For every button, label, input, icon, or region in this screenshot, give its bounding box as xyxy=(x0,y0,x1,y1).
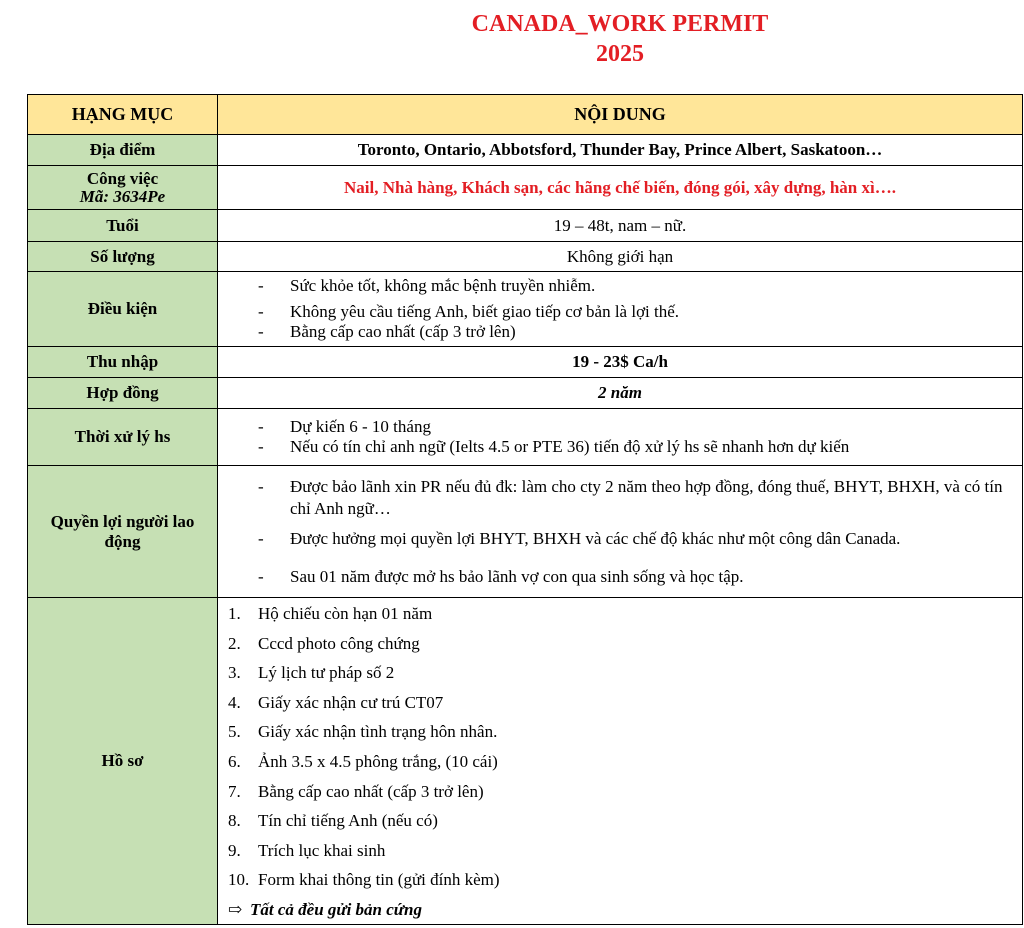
conditions-value xyxy=(218,272,1023,347)
item-text: Ảnh 3.5 x 4.5 phông trắng, (10 cái) xyxy=(258,751,498,771)
job-label: Công việc xyxy=(86,169,159,188)
item-number: 9. xyxy=(228,840,241,860)
item-number: 10. xyxy=(228,870,250,890)
header-category: HẠNG MỤC xyxy=(28,95,218,135)
documents-label: Hồ sơ xyxy=(28,598,218,925)
list-item xyxy=(228,629,1022,659)
contract-label: Hợp đồng xyxy=(28,378,218,409)
item-text: Hộ chiếu còn hạn 01 năm xyxy=(258,604,433,623)
table-row xyxy=(28,166,1023,210)
list-item: - Dự kiến 6 - 10 tháng xyxy=(258,417,1012,437)
item-number: 1. xyxy=(228,604,241,623)
item-text: Giấy xác nhận tình trạng hôn nhân. xyxy=(258,722,498,742)
list-item xyxy=(228,777,1022,807)
item-text: Tín chỉ tiếng Anh (nếu có) xyxy=(258,811,438,831)
table-row xyxy=(28,347,1023,378)
list-item xyxy=(228,747,1022,777)
item-number: 4. xyxy=(228,692,241,712)
item-number: 6. xyxy=(228,751,241,771)
quantity-label: Số lượng xyxy=(28,242,218,272)
list-item xyxy=(228,658,1022,688)
page-title: CANADA_WORK PERMIT xyxy=(471,11,769,37)
work-permit-table xyxy=(27,94,1023,925)
list-item: - Bằng cấp cao nhất (cấp 3 trở lên) xyxy=(258,322,1012,342)
item-number: 3. xyxy=(228,663,241,683)
table-row xyxy=(28,242,1023,272)
list-item xyxy=(228,836,1022,866)
item-text: Cccd photo công chứng xyxy=(258,633,420,653)
item-number: 2. xyxy=(228,633,241,653)
location-label: Địa điểm xyxy=(28,135,218,166)
age-value: 19 – 48t, nam – nữ. xyxy=(218,210,1023,242)
item-text: Giấy xác nhận cư trú CT07 xyxy=(258,692,444,712)
list-item xyxy=(228,806,1022,836)
processing-list xyxy=(218,417,1022,457)
conditions-list xyxy=(218,276,1022,342)
page-year: 2025 xyxy=(596,41,644,67)
documents-note xyxy=(218,895,1022,924)
benefits-value xyxy=(218,466,1023,598)
table-row xyxy=(28,378,1023,409)
list-item xyxy=(228,688,1022,718)
job-value: Nail, Nhà hàng, Khách sạn, các hãng chế biến, đóng gói, xây dựng, hàn xì…. xyxy=(218,166,1023,210)
job-label-cell xyxy=(28,166,218,210)
list-item: - Không yêu cầu tiếng Anh, biết giao tiếp cơ bản là lợi thế. xyxy=(258,302,1012,322)
table-row xyxy=(28,135,1023,166)
list-item xyxy=(228,717,1022,747)
list-item: - Được hưởng mọi quyền lợi BHYT, BHXH và các chế độ khác như một công dân Canada. xyxy=(258,528,1012,550)
item-text: Bằng cấp cao nhất (cấp 3 trở lên) xyxy=(258,781,484,801)
list-item: - Sau 01 năm được mở hs bảo lãnh vợ con qua sinh sống và học tập. xyxy=(258,566,1012,588)
documents-list xyxy=(218,599,1022,895)
table-header-row xyxy=(28,95,1023,135)
age-label: Tuổi xyxy=(28,210,218,242)
item-number: 7. xyxy=(228,781,241,801)
arrow-right-icon: ⇨ xyxy=(228,899,243,919)
location-value: Toronto, Ontario, Abbotsford, Thunder Bay, Prince Albert, Saskatoon… xyxy=(218,135,1023,166)
list-item xyxy=(228,599,1022,629)
conditions-label: Điều kiện xyxy=(28,272,218,347)
table-row xyxy=(28,466,1023,598)
quantity-value: Không giới hạn xyxy=(218,242,1023,272)
item-number: 8. xyxy=(228,811,241,831)
table-row xyxy=(28,210,1023,242)
job-code: Mã: 3634Pe xyxy=(79,187,166,206)
item-text: Lý lịch tư pháp số 2 xyxy=(258,663,395,683)
item-number: 5. xyxy=(228,722,241,742)
item-text: Trích lục khai sinh xyxy=(258,840,386,860)
income-value: 19 - 23$ Ca/h xyxy=(218,347,1023,378)
income-label: Thu nhập xyxy=(28,347,218,378)
note-text: Tất cả đều gửi bản cứng xyxy=(250,899,422,919)
benefits-list xyxy=(218,476,1022,588)
table-row xyxy=(28,598,1023,925)
contract-value: 2 năm xyxy=(218,378,1023,409)
table-row xyxy=(28,409,1023,466)
header-content: NỘI DUNG xyxy=(218,95,1023,135)
list-item: - Sức khỏe tốt, không mắc bệnh truyền nhiễm. xyxy=(258,276,1012,296)
list-item: - Được bảo lãnh xin PR nếu đủ đk: làm cho cty 2 năm theo hợp đồng, đóng thuế, BHYT, BHXH, và có tín chỉ Anh ngữ… xyxy=(258,476,1012,520)
processing-label: Thời xử lý hs xyxy=(28,409,218,466)
processing-value xyxy=(218,409,1023,466)
table-row xyxy=(28,272,1023,347)
benefits-label: Quyền lợi người lao động xyxy=(28,466,218,598)
item-text: Form khai thông tin (gửi đính kèm) xyxy=(258,870,500,890)
list-item xyxy=(228,865,1022,895)
documents-value xyxy=(218,598,1023,925)
list-item: - Nếu có tín chỉ anh ngữ (Ielts 4.5 or PTE 36) tiến độ xử lý hs sẽ nhanh hơn dự kiến xyxy=(258,437,1012,457)
